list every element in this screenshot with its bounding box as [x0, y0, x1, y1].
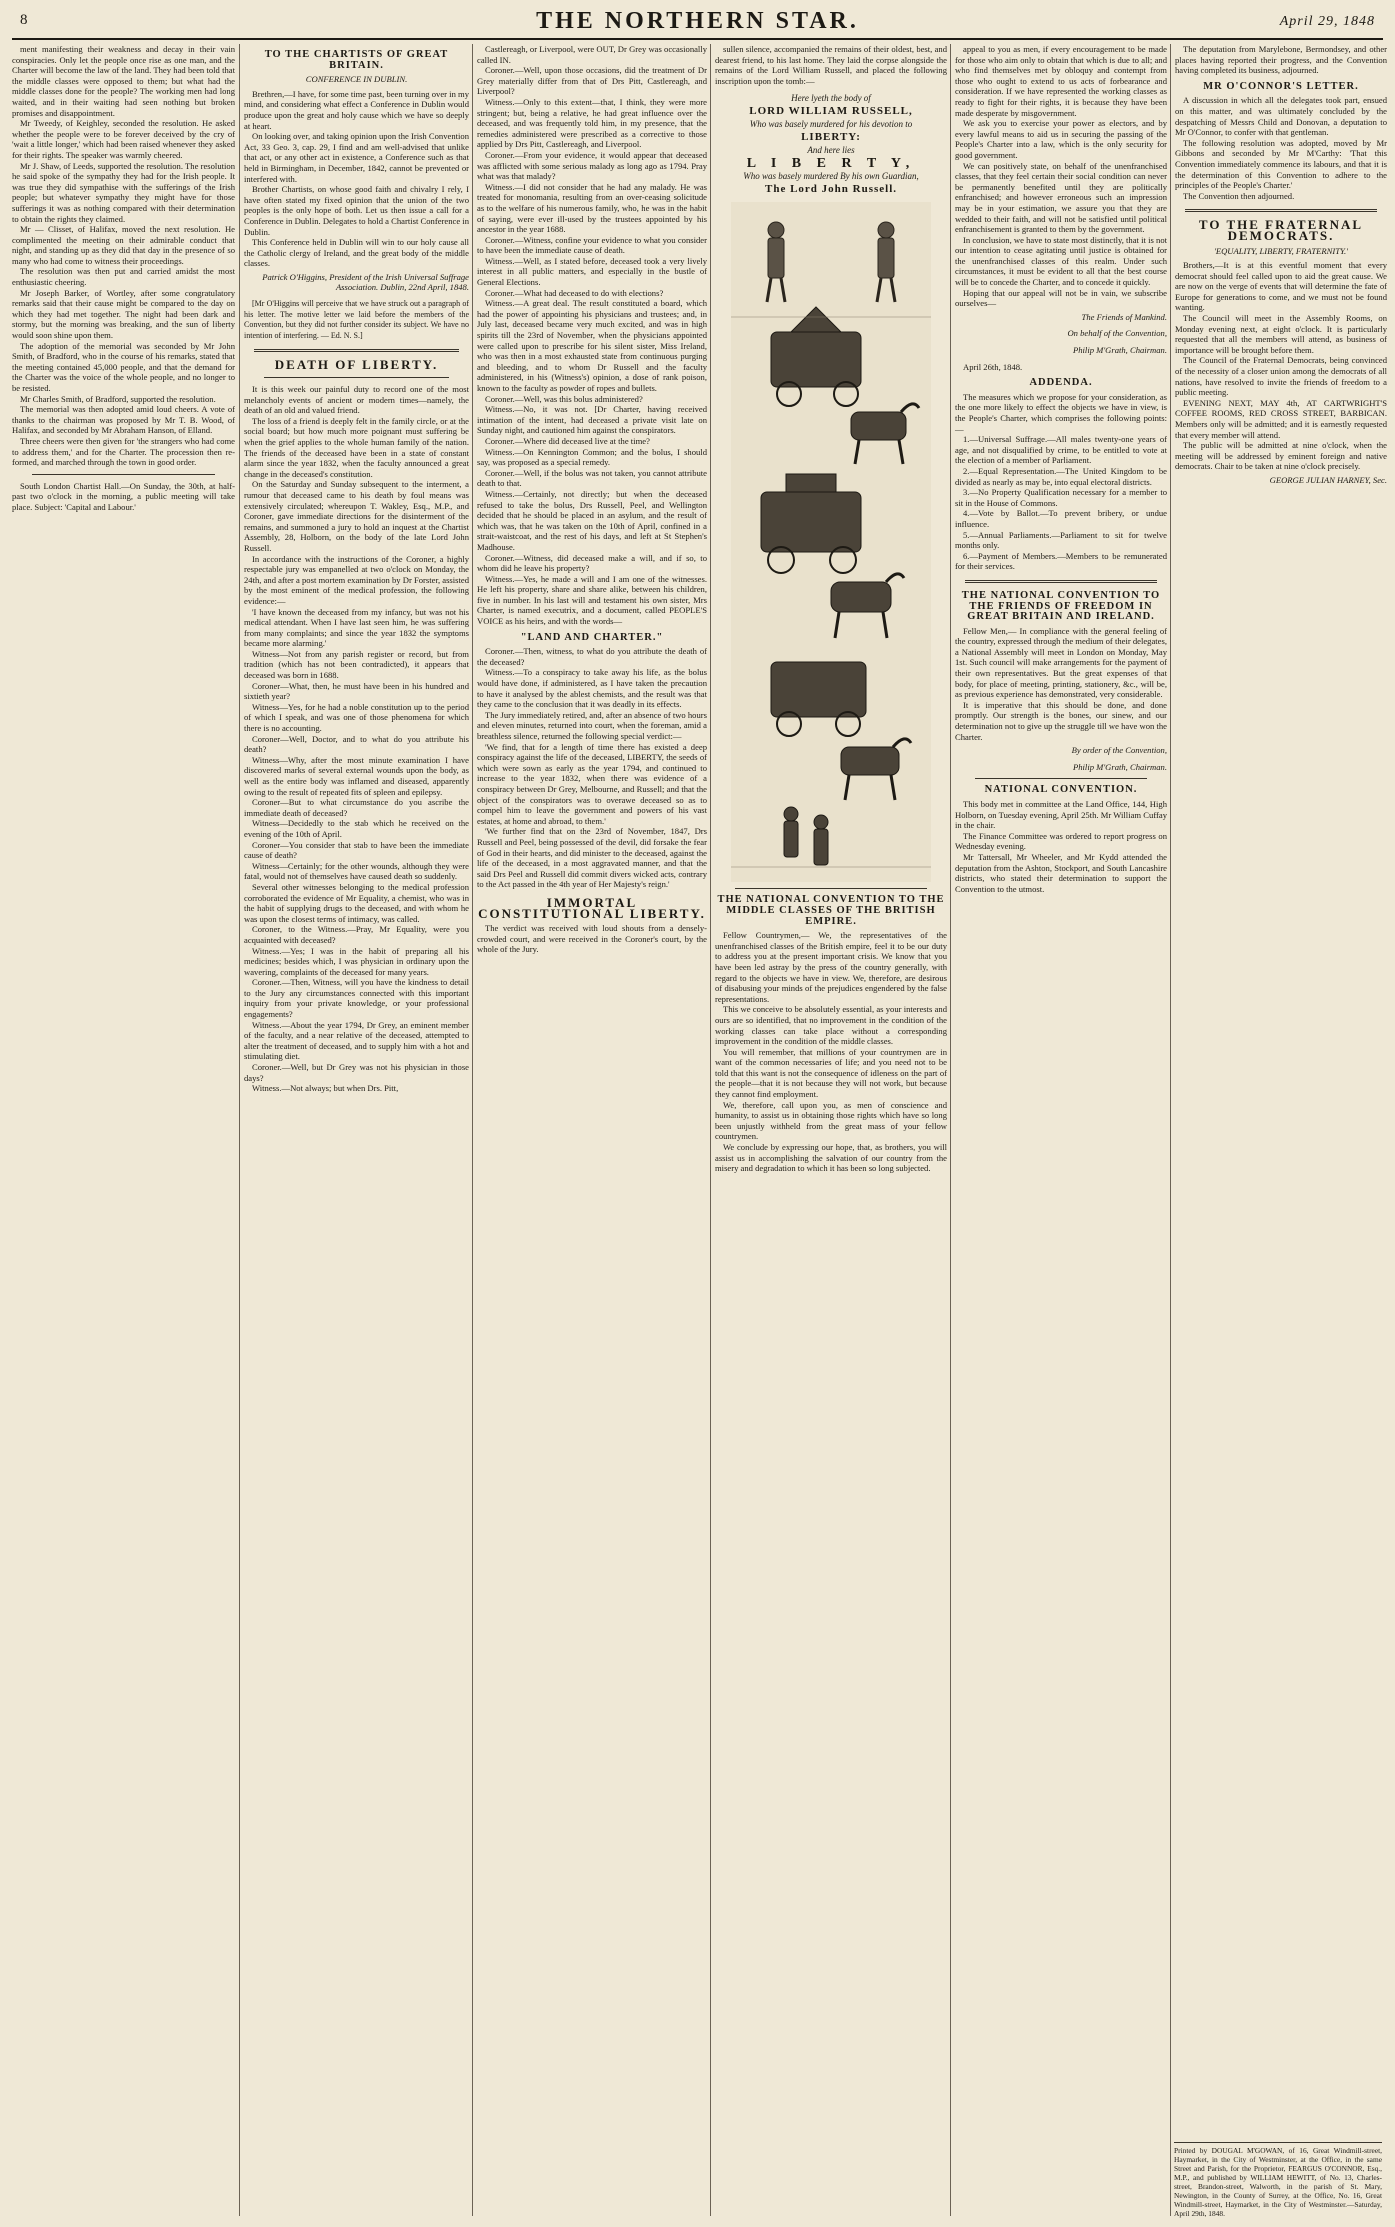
paragraph: This Conference held in Dublin will win to our holy cause all the Catholic clergy of Ireland, and the great body of the middle classes.	[244, 237, 469, 269]
paragraph: The resolution was then put and carried amidst the most enthusiastic cheering.	[12, 266, 235, 288]
paragraph: Mr — Clisset, of Halifax, moved the next resolution. He complimented the meeting on their admirable conduct that night, and standing up as they did that day in the presence of so many who had come to witness their proceedings.	[12, 224, 235, 266]
paragraph: We can positively state, on behalf of the unenfranchised classes, that they feel certain their social condition can never be permanently benefited until they are politically enfranchised; and however erroneous such an impression may be in your estimation, we assure you that they are wedded to their faith, and will not be satisfied until political enfranchisement is granted to them by the government.	[955, 160, 1167, 235]
article-motto: 'EQUALITY, LIBERTY, FRATERNITY.'	[1214, 245, 1348, 256]
article-heading: THE NATIONAL CONVENTION TO THE MIDDLE CLASSES OF THE BRITISH EMPIRE.	[717, 894, 945, 927]
column-2	[239, 44, 469, 2216]
paragraph: Witness.—Yes; I was in the habit of preparing all his medicines; besides which, I was physician in ordinary upon the wavering, complaints of the deceased for many years.	[244, 945, 469, 977]
page-number: 8	[20, 12, 28, 28]
paragraph: Coroner.—Witness, did deceased make a will, and if so, to whom did he leave his property?	[477, 552, 707, 574]
paragraph: Coroner.—Well, upon those occasions, did the treatment of Dr Grey materially differ from that of Drs Pitt, Castlereagh, and Liverpool?	[477, 65, 707, 97]
column-3	[472, 44, 707, 2216]
paragraph: In conclusion, we have to state most distinctly, that it is not our intention to cease agitating until justice is obtained for the unenfranchised classes of this realm. Under such circumstances, it must be evident to all that the best course will be to concede the Charter, and to concede it quickly.	[955, 234, 1167, 288]
paragraph: Coroner.—Witness, confine your evidence to what you consider to have been the immediate cause of death.	[477, 234, 707, 256]
paragraph: Fellow Countrymen,— We, the representatives of the unenfranchised classes of the British empire, feel it to be our duty to address you at the present important crisis. We know that you have been led astray by the press of the country generally, with regard to the objects we have in view. We, therefore, are desirous of disabusing your minds of the prejudices engendered by the false representations.	[715, 930, 947, 1004]
paragraph: The Jury immediately retired, and, after an absence of two hours and eleven minutes, returned into court, when the foreman, amid a breathless silence, returned the following special verdict:—	[477, 709, 707, 741]
divider	[965, 580, 1157, 583]
divider	[264, 377, 449, 378]
signature: GEORGE JULIAN HARNEY, Sec.	[1269, 474, 1387, 485]
paragraph: Coroner.—Well, but Dr Grey was not his physician in those days?	[244, 1062, 469, 1083]
paragraph: Several other witnesses belonging to the medical profession corroborated the evidence of Mr Equality, a chemist, who was in the habit of supplying drugs to the deceased, and with whom he was upon the closest terms of intimacy, was called.	[244, 881, 469, 924]
paragraph: Witness.—A great deal. The result constituted a board, which had the power of appointing his physicians and trustees; and, in July last, deceased became very much excited, and was in high spirits till the 23rd of November, when the physicians appointed were called upon to prescribe for his silent sister, Miss Ireland, who was then in a most exhausted state from continuous purging and bleeding, and to whom Dr Russell and the faculty administered, in his (Witness's) opinion, a dose of rank poison, known to the faculty as powder of ropes and bullets.	[477, 298, 707, 393]
inscription-line: L I B E R T Y,	[746, 156, 916, 172]
inscription-line: Here lyeth the body of	[791, 93, 871, 104]
paragraph: It is this week our painful duty to record one of the most melancholy events of ancient or modern times—namely, the death of an old and valued friend.	[244, 384, 469, 416]
paragraph: Witness.—Yes, he made a will and I am one of the witnesses. He left his property, share and share alike, between his children, five in number. In his last will and testament his own sister, Mrs Charter, is named executrix, and a document, called PEOPLE'S VOICE as his heirs, and with the words—	[477, 573, 707, 627]
paragraph: Witness.—Not always; but when Drs. Pitt,	[252, 1083, 399, 1094]
paragraph: Mr J. Shaw, of Leeds, supported the resolution. The resolution he said spoke of the sympathy they had for the Irish people. It was true they did sympathise with the sufferings of the Irish people; but whatever sympathy they might have for those sufferings it was as nothing compared with their determination to obtain the rights they claimed.	[12, 160, 235, 224]
column-1	[12, 44, 235, 2216]
article-heading: THE NATIONAL CONVENTION TO THE FRIENDS OF FREEDOM IN GREAT BRITAIN AND IRELAND.	[961, 589, 1161, 623]
paragraph: Hoping that our appeal will not be in vain, we subscribe ourselves—	[955, 287, 1167, 309]
paragraph: Witness.—Only to this extent—that, I think, they were more stringent; but, being a relative, he had great influence over the deceased, and was frequently told him, in my presence, that the remedies administered were prescribed as a corrective to those applied by Drs Pitt, Castlereagh, and Liverpool.	[477, 96, 707, 150]
paragraph: Witness.—Certainly, not directly; but when the deceased refused to take the bolus, Drs Russell, Peel, and Wellington decided that he should be placed in an asylum, and the result of which was, that he was taken on the 10th of April, confined in a strait-waistcoat, and the rest of his days, and left at St Stephen's Madhouse.	[477, 488, 707, 552]
divider	[32, 474, 215, 475]
paragraph: In accordance with the instructions of the Coroner, a highly respectable jury was empanelled at two o'clock on Monday, the 24th, and after a post mortem examination by Dr Forster, assisted by the most eminent of the medical profession, the following evidence:—	[244, 553, 469, 606]
paragraph: Witness—Decidedly to the stab which he received on the evening of the 10th of April.	[244, 818, 469, 839]
article-heading: MR O'CONNOR'S LETTER.	[1203, 80, 1359, 92]
paragraph: Witness—Certainly; for the other wounds, although they were fatal, would not of themselves have caused death so suddenly.	[244, 860, 469, 882]
article-heading: TO THE CHARTISTS OF GREAT BRITAIN.	[264, 49, 449, 71]
charter-point: 2.—Equal Representation.—The United Kingdom to be divided as nearly as may be, into equal electoral districts.	[955, 465, 1167, 487]
paragraph: Coroner.—Where did deceased live at the time?	[485, 435, 650, 446]
column-4	[710, 44, 947, 2216]
paragraph: Witness—Not from any parish register or record, but from tradition (which has not been contradicted), it appears that deceased was born in 1688.	[244, 648, 469, 681]
paragraph: This body met in committee at the Land Office, 144, High Holborn, on Tuesday evening, April 25th. Mr William Cuffay in the chair.	[955, 799, 1167, 831]
divider	[254, 349, 459, 352]
paragraph: Coroner.—Well, was this bolus administered?	[485, 393, 643, 404]
paragraph: The memorial was then adopted amid loud cheers. A vote of thanks to the chairman was proposed by Mr T. B. Wood, of Halifax, and seconded by Mr Abraham Hanson, of Elland.	[12, 404, 235, 436]
paragraph: Coroner.—Then, witness, to what do you attribute the death of the deceased?	[477, 646, 707, 667]
paragraph: ment manifesting their weakness and decay in their vain conspiracies. Only let the people once rise as one man, and the Charter will become the law of the land. They had been told that the middle classes were opposed to them; but what had the middle classes done for the people? The working men had long waited, and in their waiting had seen nothing but broken promises and disappointment.	[12, 44, 235, 118]
charter-point: 3.—No Property Qualification necessary for a member to sit in the House of Commons.	[955, 487, 1167, 508]
inscription-line: LORD WILLIAM RUSSELL,	[749, 105, 913, 118]
signature: Philip M'Grath, Chairman.	[1073, 761, 1167, 772]
inscription-line: Who was basely murdered By his own Guardian,	[743, 171, 919, 182]
paragraph: Coroner.—Well, if the bolus was not taken, you cannot attribute death to that.	[477, 467, 707, 489]
paragraph: Mr Joseph Barker, of Wortley, after some congratulatory remarks said that their cause might be compared to the day on which they had met together. The night had been dark and stormy, but the morning was breaking, and the sun of liberty would soon shine upon them.	[12, 287, 235, 341]
paragraph: This we conceive to be absolutely essential, as your interests and ours are so identified, that no improvement in the condition of the working classes can take place without a corresponding improvement in the condition of the middle classes.	[715, 1004, 947, 1047]
engraving-image	[731, 202, 931, 882]
paragraph: 'We further find that on the 23rd of November, 1847, Drs Russell and Peel, being possessed of the devil, did forsake the fear of God in their hearts, and did minister to the deceased, against the life of the deceased, in a most aggravated manner, and that the said Drs Peel and Russell did commit divers wicked acts, contrary to the Act passed in the 4th year of Her Majesty's reign.'	[477, 826, 707, 890]
paragraph: Mr Charles Smith, of Bradford, supported the resolution.	[20, 393, 216, 404]
dateline: April 26th, 1848.	[963, 361, 1023, 372]
paragraph: Mr Tattersall, Mr Wheeler, and Mr Kydd attended the deputation from the Ashton, Stockport, and South Lancashire districts, who stated their determination to support the Convention to the utmost.	[955, 851, 1167, 894]
paragraph: 'I have known the deceased from my infancy, but was not his medical attendant. When I have last seen him, he was suffering from many complaints; and since the year 1832 the symptoms became more alarming.'	[244, 606, 469, 649]
paragraph: Witness.—About the year 1794, Dr Grey, an eminent member of the faculty, and a near relative of the deceased, attempted to alter the treatment of deceased, and to supply him with a hot and stimulating diet.	[244, 1019, 469, 1062]
paragraph: Witness.—To a conspiracy to take away his life, as the bolus would have done, if administered, as I have taken the precaution to have it analysed by the ablest chemists, and the result was that they came to the conclusion that it was deadly in its effects.	[477, 667, 707, 710]
funeral-procession-engraving	[731, 202, 931, 882]
divider	[1185, 209, 1377, 212]
paragraph: Brethren,—I have, for some time past, been turning over in my mind, and considering what effect a Conference in Dublin would produce upon the great and holy cause which we have so deeply at heart.	[244, 88, 469, 131]
divider	[975, 778, 1147, 779]
article-heading: IMMORTAL CONSTITUTIONAL LIBERTY.	[478, 894, 706, 921]
article-subheading: CONFERENCE IN DUBLIN.	[305, 74, 408, 85]
paragraph: The Council will meet in the Assembly Rooms, on Monday evening next, at eight o'clock. It is particularly requested that all the members will attend, as business of importance will be brought before them.	[1175, 313, 1387, 355]
inscription-line: LIBERTY:	[801, 131, 861, 144]
paragraph: Witness.—On Kennington Common; and the bolus, I should say, was proposed as a special remedy.	[477, 446, 707, 468]
tomb-inscription	[715, 92, 947, 196]
paragraph: Coroner.—What had deceased to do with elections?	[485, 287, 664, 298]
paragraph: Witness.—No, it was not. [Dr Charter, having received intimation of the intent, had deceased a private visit late on Sunday night, and cautioned him against the conspirators.	[477, 404, 707, 436]
column-5	[950, 44, 1167, 2216]
signature: By order of the Convention,	[1071, 745, 1167, 756]
article-heading: ADDENDA.	[1029, 377, 1093, 389]
signature: Patrick O'Higgins, President of the Irish Universal Suffrage Association. Dublin, 22nd April, 1848.	[262, 271, 469, 293]
paragraph: We, therefore, call upon you, as men of conscience and humanity, to assist us in obtaining those rights which have so long been unjustly withheld from the great mass of your fellow countrymen.	[715, 1099, 947, 1142]
paragraph: You will remember, that millions of your countrymen are in want of the common necessaries of life; and you need not to be told that this want is not the consequence of idleness on the part of the people—that it is not because they will not work, but because they cannot find employment.	[715, 1046, 947, 1100]
charter-point: 1.—Universal Suffrage.—All males twenty-one years of age, and not disqualified by crime, to be entitled to vote at the election of a member of Parliament.	[955, 434, 1167, 466]
paragraph: Witness.—Well, as I stated before, deceased took a very lively interest in all public matters, and especially in the bustle of General Elections.	[477, 255, 707, 288]
charter-point: 6.—Payment of Members.—Members to be remunerated for their services.	[955, 550, 1167, 572]
paragraph: The Council of the Fraternal Democrats, being convinced of the necessity of a closer union among the democrats of all nations, have resolved to invite the friends of freedom to a public meeting.	[1175, 355, 1387, 398]
paragraph: The Convention then adjourned.	[1183, 190, 1295, 201]
column-6	[1170, 44, 1387, 2216]
article-heading: TO THE FRATERNAL DEMOCRATS.	[1198, 217, 1364, 243]
paragraph: Coroner—But to what circumstance do you ascribe the immediate death of deceased?	[244, 797, 469, 818]
paragraph: South London Chartist Hall.—On Sunday, the 30th, at half-past two o'clock in the morning, a public meeting will take place. Subject: 'Capital and Labour.'	[12, 480, 235, 512]
paragraph: Coroner.—From your evidence, it would appear that deceased was afflicted with some serious malady as long ago as 1794. Pray what was that malady?	[477, 149, 707, 182]
newspaper-title: THE NORTHERN STAR.	[536, 8, 859, 34]
paragraph: Witness—Why, after the most minute examination I have discovered marks of several external wounds upon the body, as well as the entire body was inflamed and diseased, apparently owing to the result of repeated fits of spleen and epilepsy.	[244, 754, 469, 797]
paragraph: Fellow Men,— In compliance with the general feeling of the country, expressed through the medium of their delegates, a National Assembly will meet in London on Monday, May 1st. Such council will make arrangements for the payment of their own representatives. But the great expenses of that body, for place of meeting, printing, stationery, &c., will be, as previous experience has demonstrated, very considerable.	[955, 625, 1167, 700]
paragraph: Coroner, to the Witness.—Pray, Mr Equality, were you acquainted with deceased?	[244, 924, 469, 945]
article-heading: DEATH OF LIBERTY.	[274, 357, 439, 373]
paragraph: Coroner.—Then, Witness, will you have the kindness to detail to the Jury any circumstances connected with this important inquiry from your private knowledge, or your professional engagements?	[244, 977, 469, 1020]
paragraph: Witness.—I did not consider that he had any malady. He was treated for monomania, resulting from an over-ceasing solicitude as to the welfare of his numerous family, who, he was in the habit of saying, were ever ill-used by the trustees appointed by his ancestor in the year 1688.	[477, 181, 707, 235]
paragraph: The loss of a friend is deeply felt in the family circle, or at the social board; but how much more poignant must suffering be when the grief applies to the whole human family of the nation. The friends of the deceased have been in a state of constant alarm since the year 1832, when the faculty announced a great change in the deceased's constitution.	[244, 415, 469, 479]
signature: On behalf of the Convention,	[1067, 328, 1167, 339]
paragraph: Castlereagh, or Liverpool, were OUT, Dr Grey was occasionally called IN.	[477, 44, 707, 65]
paragraph: EVENING NEXT, MAY 4th, AT CARTWRIGHT'S COFFEE ROOMS, RED CROSS STREET, BARBICAN. Members only will be admitted; and it is earnestly requested that every member will attend.	[1175, 397, 1387, 440]
inscription-line: Who was basely murdered for his devotion to	[749, 119, 913, 130]
paragraph: appeal to you as men, if every encouragement to be made for those who aim only to obtain that which is due to all; and who find themselves met by obloquy and contempt from those who ought to extend to us acts of forbearance and consideration. If we have represented the working classes as ready to fight for their rights, it is because they have been made desperate by misgovernment.	[955, 44, 1167, 118]
charter-point: 4.—Vote by Ballot.—To prevent bribery, or undue influence.	[955, 508, 1167, 529]
paragraph: We conclude by expressing our hope, that, as brothers, you will assist us in accomplishing the salvation of our country from the misery and degradation to which it has been so long subjected.	[715, 1142, 947, 1174]
paragraph: Coroner—You consider that stab to have been the immediate cause of death?	[244, 839, 469, 861]
paragraph: On looking over, and taking opinion upon the Irish Convention Act, 33 Geo. 3, cap. 29, I find and am well-advised that unlike that act, or any other act in existence, a Conference such as that held in Birmingham, in December, 1842, cannot be prevented or interfered with.	[244, 131, 469, 184]
signature: The Friends of Mankind.	[1081, 311, 1167, 322]
paragraph: sullen silence, accompanied the remains of their oldest, best, and dearest friend, to his last home. They laid the corpse alongside the remains of the Lord William Russell, and placed the following inscription upon the tomb:—	[715, 44, 947, 86]
printer-imprint: Printed by DOUGAL M'GOWAN, of 16, Great Windmill-street, Haymarket, in the City of Westminster, at the Office, in the same Street and Parish, for the Proprietor, FEARGUS O'CONNOR, Esq., M.P., and published by WILLIAM HEWITT, of No. 13, Charles-street, Brandon-street, Walworth, in the parish of St. Mary, Newington, in the County of Surrey, at the Office, No. 16, Great Windmill-street, Haymarket, in the City of Westminster.—Saturday, April 29th, 1848.	[1174, 2142, 1382, 2218]
paragraph: The public will be admitted at nine o'clock, when the meeting will be addressed by eminent foreign and native democrats. Chair to be taken at nine o'clock precisely.	[1175, 440, 1387, 472]
paragraph: Witness—Yes, for he had a noble constitution up to the period of which I speak, and was one of those phenomena for which there is no accounting.	[244, 701, 469, 734]
inscription-line: And here lies	[807, 145, 855, 156]
paragraph: Three cheers were then given for 'the strangers who had come to address them,' and for the Charter. The procession then re-formed, and marched through the town in good order.	[12, 435, 235, 468]
divider	[735, 888, 927, 889]
paragraph: The deputation from Marylebone, Bermondsey, and other places having reported their progress, and the Convention having completed its business, adjourned.	[1175, 44, 1387, 76]
paragraph: We ask you to exercise your power as electors, and by every lawful means to aid us in securing the passing of the People's Charter into a law, which is the only security for good government.	[955, 118, 1167, 160]
paragraph: Brothers,—It is at this eventful moment that every democrat should feel called upon to aid the great cause. We are now on the verge of events that will determine the fate of Europe for generations to come, and we must not be found wanting.	[1175, 260, 1387, 313]
paragraph: Mr Tweedy, of Keighley, seconded the resolution. He asked whether the people were to be forever deceived by the cry of 'wait a little longer,' which had been raised whenever they asked for their rights. The speaker was warmly cheered.	[12, 118, 235, 160]
paragraph: Brother Chartists, on whose good faith and chivalry I rely, I have often stated my fixed opinion that the union of the two peoples is the only hope of both. Let us then issue a call for a Conference in Dublin. Delegates to hold a Chartist Conference in Dublin.	[244, 184, 469, 237]
editor-note: [Mr O'Higgins will perceive that we have struck out a paragraph of his letter. The motive letter we laid before the members of the Convention, but they did not further consider its subject. We have no intention of interfering. — Ed. N. S.]	[244, 299, 469, 340]
paragraph: The measures which we propose for your consideration, as the one more likely to effect the objects we have in view, is the People's Charter, which comprises the following points:—	[955, 391, 1167, 434]
masthead	[12, 8, 1383, 40]
inscription-line: The Lord John Russell.	[764, 183, 898, 196]
article-heading: "LAND AND CHARTER."	[520, 631, 664, 643]
paragraph: The Finance Committee was ordered to report progress on Wednesday evening.	[955, 830, 1167, 852]
issue-date: April 29, 1848	[1279, 14, 1375, 29]
signature: Philip M'Grath, Chairman.	[1073, 345, 1167, 356]
paragraph: Coroner—What, then, he must have been in his hundred and sixtieth year?	[244, 680, 469, 702]
paragraph: Coroner—Well, Doctor, and to what do you attribute his death?	[244, 733, 469, 755]
paragraph: The verdict was received with loud shouts from a densely-crowded court, and were received in the Coroner's court, by the whole of the Jury.	[477, 923, 707, 955]
paragraph: On the Saturday and Sunday subsequent to the interment, a rumour that deceased came to his death by foul means was extensively circulated; whereupon T. Wakley, Esq., M.P., and Coroner, gave immediate directions for the disinterment of the remains, and summoned a jury to hold an inquest at the Chartist Assembly, 28, Holborn, on the body of the late Lord John Russell.	[244, 479, 469, 553]
paragraph: A discussion in which all the delegates took part, ensued on this matter, and was ultimately concluded by the despatching of Messrs Child and Donovan, a deputation to Mr O'Connor, to confer with that gentleman.	[1175, 95, 1387, 138]
paragraph: The following resolution was adopted, moved by Mr Gibbons and seconded by Mr M'Carthy: 'That this Convention immediately commence its labours, and that it is the determination of this Convention to adhere to the principles of the People's Charter.'	[1175, 137, 1387, 191]
paragraph: The adoption of the memorial was seconded by Mr John Smith, of Bradford, who in the course of his remarks, stated that the meeting contained 45,000 people, and that the demand for the Charter was the voice of the whole people, and no longer to be resisted.	[12, 340, 235, 393]
charter-point: 5.—Annual Parliaments.—Parliament to sit for twelve months only.	[955, 529, 1167, 551]
article-heading: NATIONAL CONVENTION.	[984, 784, 1138, 796]
paragraph: 'We find, that for a length of time there has existed a deep conspiracy against the life of the deceased, LIBERTY, the seeds of which were sown as early as the year 1794, and continued to increase to the year 1832, when there was evidence of a conspiracy between Dr Grey, Melbourne, and Russell; and that the object of the conspirators was to overawe deceased so as to compel him to leave the government and powers of his vast estates, at home and abroad, to them.'	[477, 741, 707, 826]
paragraph: It is imperative that this should be done, and done promptly. Our strength is the bones, our sinew, and our determination not to give up the struggle till we have won the Charter.	[955, 699, 1167, 742]
